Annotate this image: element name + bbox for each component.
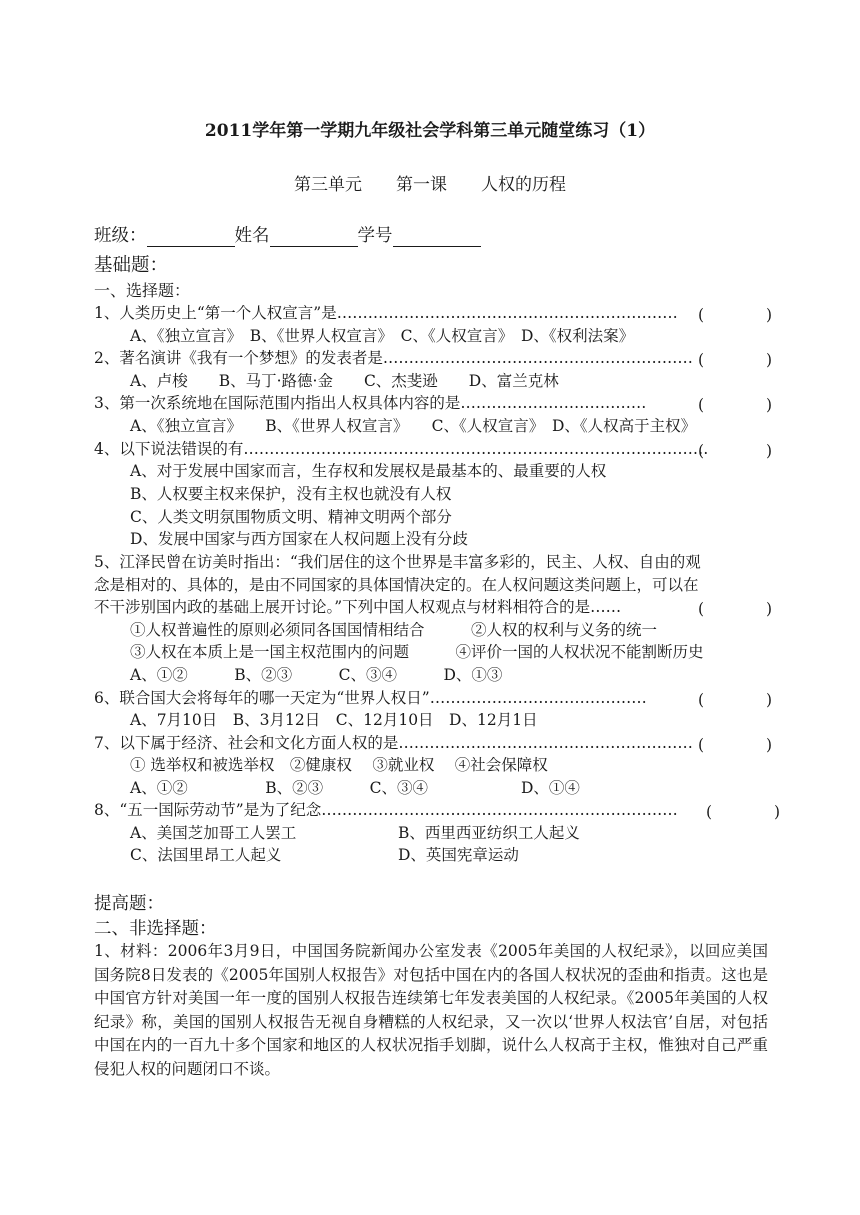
part-two-heading: 二、非选择题： — [94, 919, 217, 939]
q4-option-c: C、人类文明氛围物质文明、精神文明两个部分 — [130, 508, 452, 526]
class-field[interactable] — [147, 228, 235, 247]
question-2: 2、著名演讲《我有一个梦想》的发表者是…………………………………………………… — [94, 349, 693, 367]
q4-option-d: D、发展中国家与西方国家在人权问题上没有分歧 — [130, 530, 468, 548]
question-7: 7、以下属于经济、社会和文化方面人权的是………………………………………………… — [94, 734, 693, 752]
q8-option-a: A、美国芝加哥工人罢工 — [130, 824, 297, 842]
part-one-heading: 一、选择题： — [94, 281, 191, 300]
q6-options: A、7月10日 B、3月12日 C、12月10日 D、12月1日 — [130, 711, 538, 729]
name-label: 姓名 — [234, 226, 270, 246]
page-subtitle: 第三单元 第一课 人权的历程 — [294, 175, 566, 195]
student-info-row — [94, 222, 481, 247]
q5-statements-1: ①人权普遍性的原则必须同各国国情相结合 ②人权的权利与义务的统一 — [130, 621, 658, 639]
q7-statements: ① 选举权和被选举权 ②健康权 ③就业权 ④社会保障权 — [130, 756, 548, 774]
q4-option-a: A、对于发展中国家而言，生存权和发展权是最基本的、最重要的人权 — [130, 462, 607, 480]
question-4: 4、以下说法错误的有……………………………………………………………………………… — [94, 440, 709, 458]
question-1: 1、人类历史上“第一个人权宣言”是………………………………………………………… — [94, 304, 678, 322]
material-paragraph: 1、材料：2006年3月9日，中国国务院新闻办公室发表《2005年美国的人权纪录》，以回应美国国务院8日发表的《2005年国别人权报告》对包括中国在内的各国人权状况的歪曲和指责。这也是中国官方针对美国一年一度的国别人权报告连续第七年发表美国的人权纪录。《2005年美国的人权纪录》称，美国的国别人权报告无视自身糟糕的人权纪录，又一次以‘世界人权法官’自居，对包括中国在内的一百九十多个国家和地区的人权状况指手划脚，说什么人权高于主权，惟独对自己严重侵犯人权的问题闭口不谈。 — [94, 942, 768, 1078]
answer-blank-2[interactable]: ( ) — [698, 351, 773, 369]
q8-option-b: B、西里西亚纺织工人起义 — [398, 824, 580, 842]
number-label: 学号 — [357, 226, 393, 246]
question-3: 3、第一次系统地在国际范围内指出人权具体内容的是……………………………… — [94, 394, 647, 412]
advanced-heading: 提高题： — [94, 894, 164, 914]
answer-blank-3[interactable]: ( ) — [698, 396, 773, 414]
number-field[interactable] — [393, 228, 481, 247]
question-5-line-3: 不干涉别国内政的基础上展开讨论。”下列中国人权观点与材料相符合的是…… — [94, 598, 622, 616]
q4-option-b: B、人权要主权来保护，没有主权也就没有人权 — [130, 485, 452, 503]
q5-options: A、①② B、②③ C、③④ D、①③ — [130, 666, 503, 684]
question-8: 8、“五一国际劳动节”是为了纪念…………………………………………………………… — [94, 801, 678, 819]
page-title: 2011学年第一学期九年级社会学科第三单元随堂练习（1） — [204, 121, 656, 141]
answer-blank-1[interactable]: ( ) — [698, 306, 773, 324]
q8-option-c: C、法国里昂工人起义 — [130, 846, 282, 864]
q2-options: A、卢梭 B、马丁·路德·金 C、杰斐逊 D、富兰克林 — [130, 372, 559, 390]
q3-options: A、《独立宣言》 B、《世界人权宣言》 C、《人权宣言》 D、《人权高于主权》 — [130, 417, 697, 435]
question-6: 6、联合国大会将每年的哪一天定为“世界人权日”…………………………………… — [94, 689, 647, 707]
class-label: 班级： — [94, 226, 147, 246]
q1-options: A、《独立宣言》 B、《世界人权宣言》 C、《人权宣言》 D、《权利法案》 — [130, 327, 635, 345]
answer-blank-8[interactable]: ( ) — [706, 803, 781, 821]
question-5-line-1: 5、江泽民曾在访美时指出：“我们居住的这个世界是丰富多彩的，民主、人权、自由的观 — [94, 553, 701, 571]
name-field[interactable] — [270, 228, 358, 247]
question-5-line-2: 念是相对的、具体的，是由不同国家的具体国情决定的。在人权问题这类问题上，可以在 — [94, 576, 699, 594]
answer-blank-6[interactable]: ( ) — [698, 691, 773, 709]
q5-statements-2: ③人权在本质上是一国主权范围内的问题 ④评价一国的人权状况不能割断历史 — [130, 643, 704, 661]
answer-blank-7[interactable]: ( ) — [698, 736, 773, 754]
answer-blank-5[interactable]: ( ) — [698, 600, 773, 618]
basic-heading: 基础题： — [94, 255, 169, 276]
q7-options: A、①② B、②③ C、③④ D、①④ — [130, 779, 580, 797]
q8-option-d: D、英国宪章运动 — [398, 846, 519, 864]
answer-blank-4[interactable]: ( ) — [698, 442, 773, 460]
